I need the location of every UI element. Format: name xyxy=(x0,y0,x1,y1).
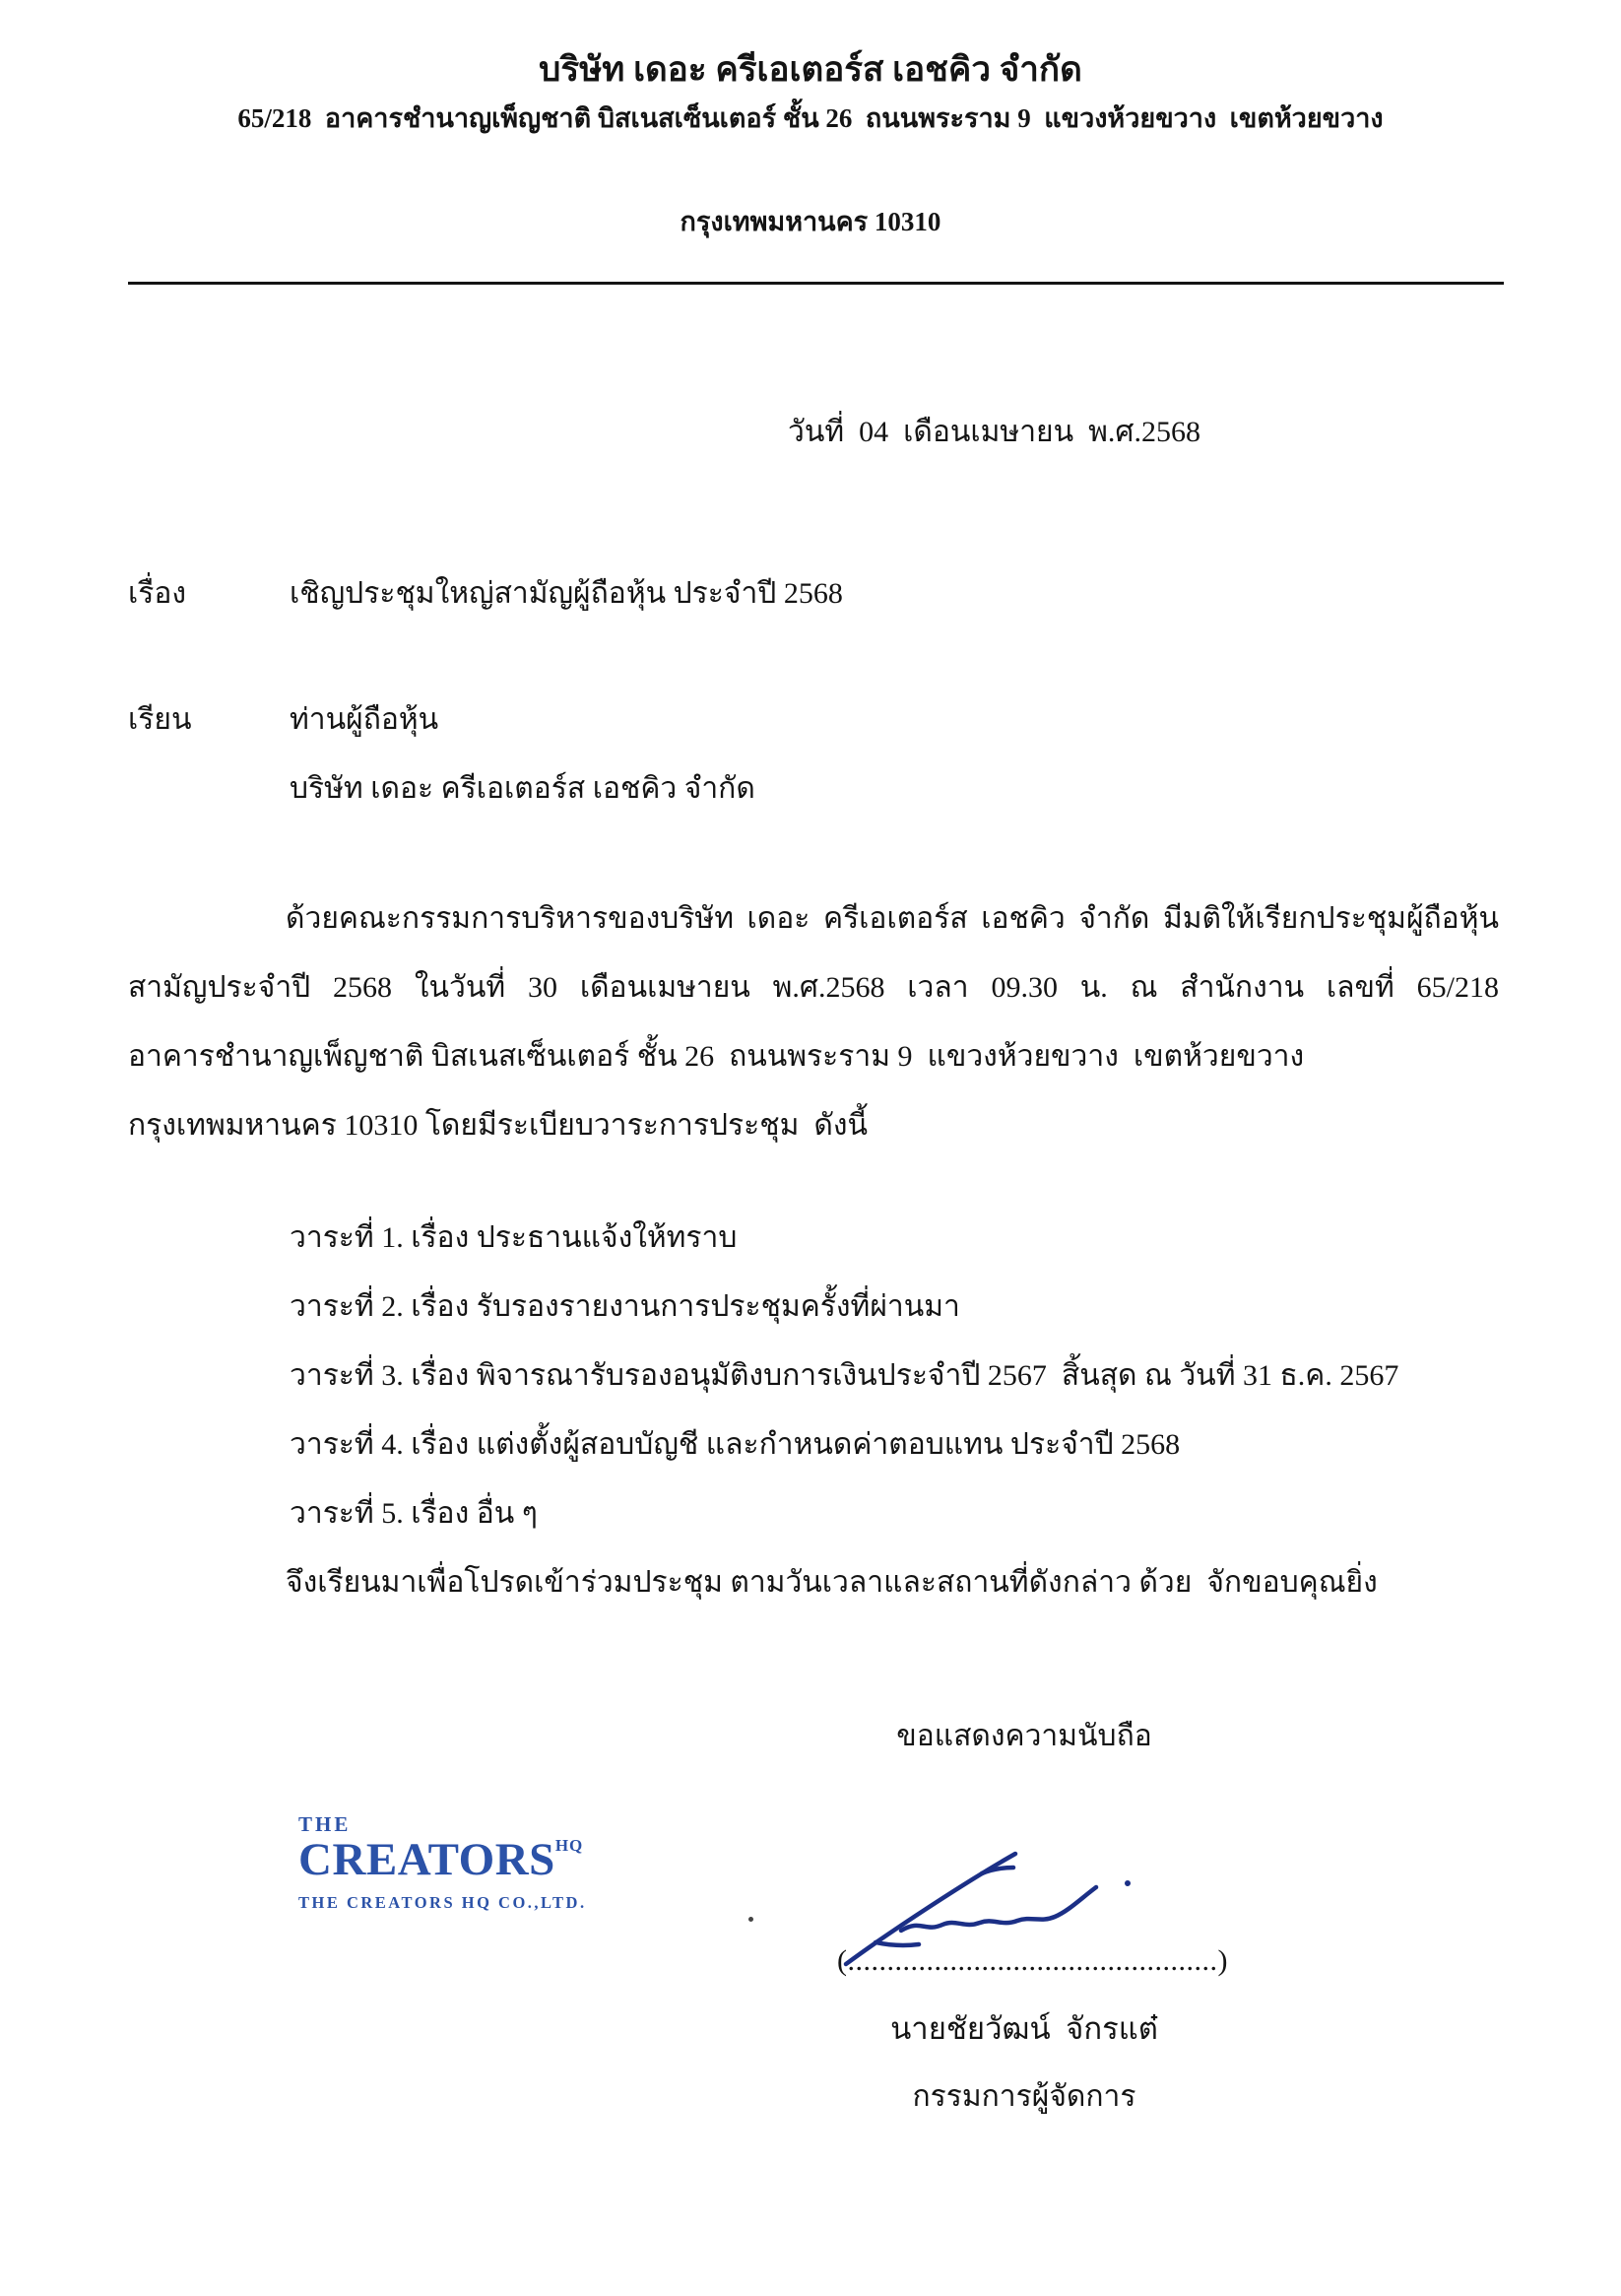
recipient-to: ท่านผู้ถือหุ้น xyxy=(290,703,439,736)
logo-text-the: THE xyxy=(298,1812,352,1836)
agenda-item-5: วาระที่ 5. เรื่อง อื่น ๆ xyxy=(290,1497,538,1530)
company-logo xyxy=(298,1812,587,1914)
date-line: วันที่ 04 เดือนเมษายน พ.ศ.2568 xyxy=(788,416,1200,448)
company-address-line1: 65/218 อาคารชำนาญเพ็ญชาติ บิสเนสเซ็นเตอร์ ชั้น 26 ถนนพระราม 9 แขวงห้วยขวาง เขตห้วยขวาง xyxy=(237,103,1384,133)
signer-name: นายชัยวัฒน์ จักรแต๋ xyxy=(890,2011,1158,2046)
header-divider xyxy=(128,282,1504,285)
signer-title: กรรมการผู้จัดการ xyxy=(912,2080,1136,2113)
recipient-label: เรียน xyxy=(128,703,192,736)
agenda-item-1: วาระที่ 1. เรื่อง ประธานแจ้งให้ทราบ xyxy=(290,1221,738,1254)
body-line-2: สามัญประจำปี 2568 ในวันที่ 30 เดือนเมษายน พ.ศ.2568 เวลา 09.30 น. ณ สำนักงาน เลขที่ 65/218 xyxy=(128,971,1499,1004)
agenda-item-2: วาระที่ 2. เรื่อง รับรองรายงานการประชุมครั้งที่ผ่านมา xyxy=(290,1290,960,1323)
body-line-4: กรุงเทพมหานคร 10310 โดยมีระเบียบวาระการประชุม ดังนี้ xyxy=(128,1109,868,1142)
logo-text-company-full: THE CREATORS HQ CO.,LTD. xyxy=(298,1893,587,1912)
company-address-line2: กรุงเทพมหานคร 10310 xyxy=(680,207,941,236)
body-line-3: อาคารชำนาญเพ็ญชาติ บิสเนสเซ็นเตอร์ ชั้น 26 ถนนพระราม 9 แขวงห้วยขวาง เขตห้วยขวาง xyxy=(128,1040,1305,1073)
recipient-company: บริษัท เดอะ ครีเอเตอร์ส เอชคิว จำกัด xyxy=(290,772,755,805)
logo-text-hq: HQ xyxy=(554,1836,584,1855)
subject-row xyxy=(128,573,1499,615)
closing-line: จึงเรียนมาเพื่อโปรดเข้าร่วมประชุม ตามวันเวลาและสถานที่ดังกล่าว ด้วย จักขอบคุณยิ่ง xyxy=(286,1566,1378,1599)
logo-main-row xyxy=(298,1834,584,1885)
company-name: บริษัท เดอะ ครีเอเตอร์ส เอชคิว จำกัด xyxy=(539,50,1082,89)
agenda-item-3: วาระที่ 3. เรื่อง พิจารณารับรองอนุมัติงบการเงินประจำปี 2567 สิ้นสุด ณ วันที่ 31 ธ.ค. 2567 xyxy=(290,1359,1399,1392)
agenda-item-4: วาระที่ 4. เรื่อง แต่งตั้งผู้สอบบัญชี และกำหนดค่าตอบแทน ประจำปี 2568 xyxy=(290,1428,1181,1461)
logo-text-creators: CREATORS xyxy=(298,1834,555,1885)
recipient-row xyxy=(128,699,1499,741)
body-line-1: ด้วยคณะกรรมการบริหารของบริษัท เดอะ ครีเอเตอร์ส เอชคิว จำกัด มีมติให้เรียกประชุมผู้ถือหุ้น xyxy=(286,902,1499,935)
respect-line: ขอแสดงความนับถือ xyxy=(896,1720,1152,1752)
subject-text: เชิญประชุมใหญ่สามัญผู้ถือหุ้น ประจำปี 2568 xyxy=(290,577,843,610)
subject-label: เรื่อง xyxy=(128,577,187,610)
stray-ink-dot xyxy=(748,1917,753,1922)
signature-dotted-line: (...............................................) xyxy=(837,1944,1228,1977)
